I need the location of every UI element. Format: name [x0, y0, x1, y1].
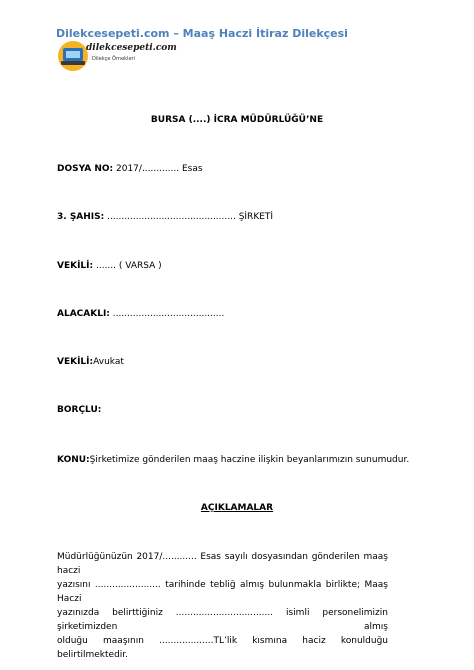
paragraph-line: Müdürlüğünüzün 2017/............ Esas sayılı dosyasından gönderilen maaş haczi — [57, 552, 388, 576]
third-party-line — [57, 212, 273, 222]
file-no-line — [57, 164, 203, 174]
paragraph-line: yazısını ....................... tarihinde tebliğ almış bulunmakla birlikte; Maaş Haczi — [57, 580, 388, 604]
file-no-value: 2017/............. Esas — [113, 164, 203, 174]
attorney-value-1: ....... ( VARSA ) — [93, 261, 162, 271]
third-party-label: 3. ŞAHIS: — [57, 212, 105, 222]
attorney-label-2: VEKİLİ: — [57, 357, 94, 367]
creditor-label: ALACAKLI: — [57, 309, 110, 319]
computer-icon — [63, 48, 83, 61]
attorney-value-2: Avukat — [93, 357, 124, 367]
subject-label: KONU: — [57, 455, 90, 465]
attorney-line-2 — [57, 357, 124, 367]
file-no-label: DOSYA NO: — [57, 164, 114, 174]
paragraph-line: olduğu maaşının ...................TL’lik kısmına haciz konulduğu belirtilmektedir. — [57, 636, 388, 660]
header-title: Dilekcesepeti.com – Maaş Haczi İtiraz Dilekçesi — [56, 27, 348, 40]
section-title: AÇIKLAMALAR — [200, 503, 274, 513]
debtor-line — [57, 405, 101, 415]
attorney-line-1 — [57, 261, 162, 271]
debtor-label: BORÇLU: — [57, 405, 102, 415]
logo-tagline: Dilekçe Örnekleri — [92, 56, 135, 62]
subject-value: Şirketimize gönderilen maaş haczine ilişkin beyanlarımızın sunumudur. — [89, 455, 410, 465]
subject-line — [57, 455, 409, 465]
keyboard-icon — [61, 61, 85, 65]
attorney-label-1: VEKİLİ: — [57, 261, 94, 271]
creditor-value: ....................................... — [109, 309, 225, 319]
court-heading: BURSA (....) İCRA MÜDÜRLÜĞÜ’NE — [150, 115, 324, 125]
creditor-line — [57, 309, 224, 319]
site-logo — [58, 41, 177, 69]
logo-brand: dilekcesepeti.com — [86, 43, 177, 53]
third-party-value: ............................................. ŞİRKETİ — [104, 212, 274, 222]
paragraph-line: yazınızda belirttiğiniz .................................. isimli personelimizin şirketimizden almış — [57, 608, 388, 632]
explanation-paragraph — [57, 550, 388, 662]
